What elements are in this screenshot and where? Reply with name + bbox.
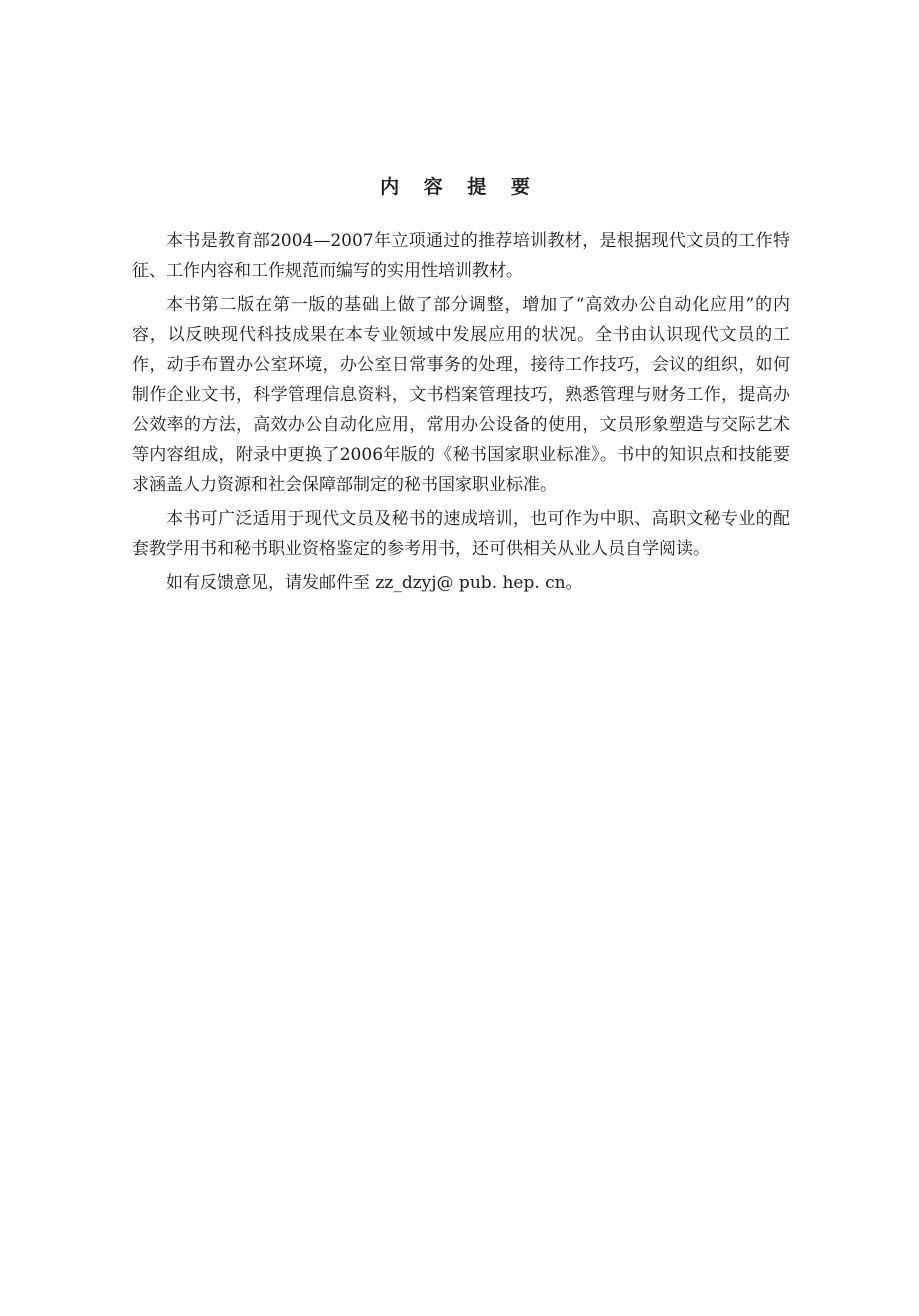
summary-body (132, 226, 790, 602)
paragraph-contents: 本书第二版在第一版的基础上做了部分调整，增加了“高效办公自动化应用”的内容，以反映现代科技成果在本专业领域中发展应用的状况。全书由认识现代文员的工作，动手布置办公室环境，办公室日常事务的处理，接待工作技巧，会议的组织，如何制作企业文书，科学管理信息资料，文书档案管理技巧，熟悉管理与财务工作，提高办公效率的方法，高效办公自动化应用，常用办公设备的使用，文员形象塑造与交际艺术等内容组成，附录中更换了2006年版的《秘书国家职业标准》。书中的知识点和技能要求涵盖人力资源和社会保障部制定的秘书国家职业标准。 (132, 295, 790, 495)
paragraph-feedback: 如有反馈意见，请发邮件至 zz_dzyj@ pub. hep. cn。 (166, 573, 583, 593)
paragraph-audience: 本书可广泛适用于现代文员及秘书的速成培训，也可作为中职、高职文秘专业的配套教学用书和秘书职业资格鉴定的参考用书，还可供相关从业人员自学阅读。 (132, 509, 790, 559)
page-title: 内 容 提 要 (380, 176, 539, 198)
paragraph-intro: 本书是教育部2004—2007年立项通过的推荐培训教材，是根据现代文员的工作特征、工作内容和工作规范而编写的实用性培训教材。 (132, 231, 790, 281)
